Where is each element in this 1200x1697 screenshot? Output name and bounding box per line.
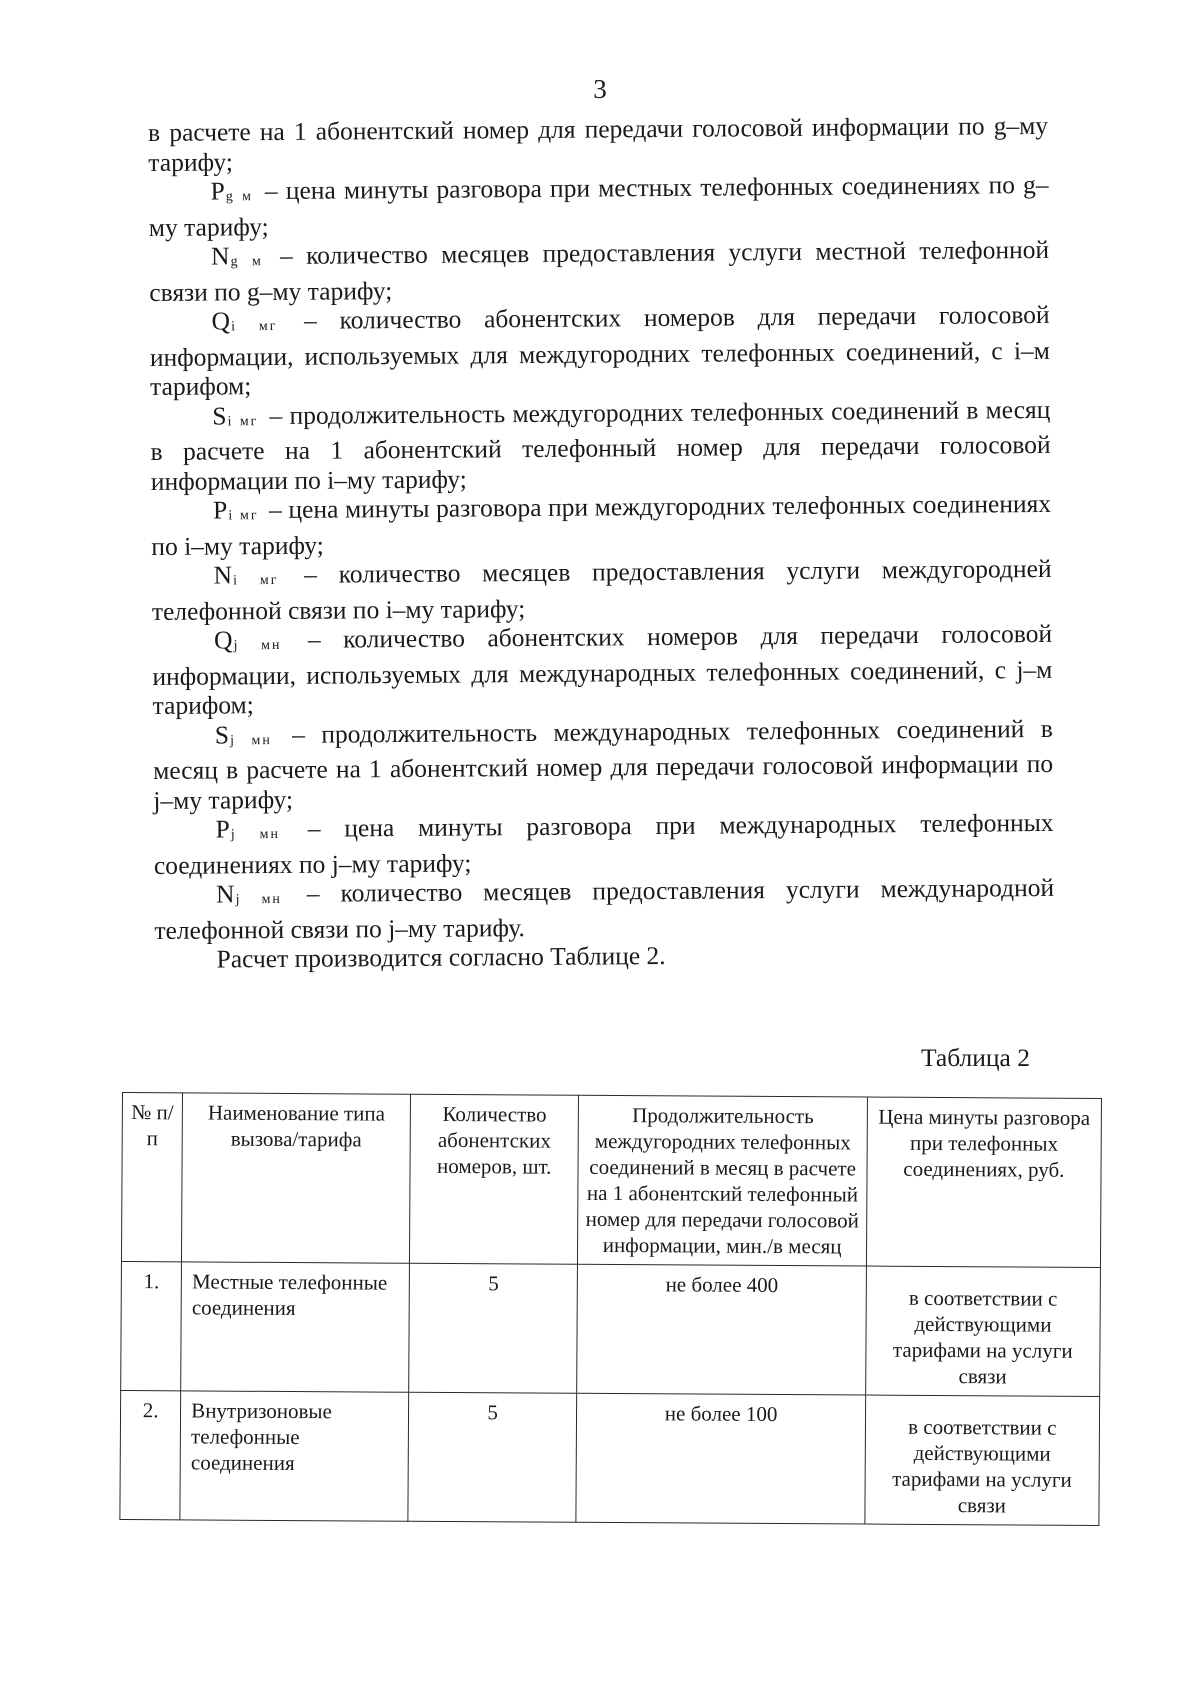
definition-text: – количество месяцев предоставления услуги международной телефонной связи по j–му тарифу. (154, 872, 1055, 945)
table-row (121, 1261, 1101, 1396)
header-call-type: Наименование типа вызова/тарифа (182, 1093, 411, 1263)
definition-text: – продолжительность междугородних телефонных соединений в месяц в расчете на 1 абонентский телефонный номер для передачи голосовой информации по i–му тарифу; (150, 394, 1051, 496)
definition-paragraph (152, 619, 1053, 721)
cell-number: 1. (121, 1261, 182, 1390)
table-row (120, 1390, 1100, 1525)
variable-symbol: P (212, 495, 229, 525)
definition-text: – цена минуты разговора при местных телефонных соединениях по g–му тарифу; (148, 169, 1049, 242)
variable-subscript: i мг (227, 413, 259, 429)
paragraph-text: Расчет производится согласно Таблице 2. (216, 940, 666, 974)
header-number: № п/п (121, 1093, 182, 1262)
variable-subscript: g м (230, 254, 263, 270)
cell-price: в соответствии с действующими тарифами на услуги связи (865, 1266, 1100, 1396)
header-duration: Продолжительность междугородних телефонных соединений в месяц в расчете на 1 абонентский телефонный номер для передачи голосовой информации, мин./в месяц (578, 1095, 867, 1266)
definition-paragraph (154, 873, 1054, 945)
variable-symbol: S (214, 719, 231, 749)
definition-paragraph (153, 713, 1054, 815)
cell-subscriber-count: 5 (409, 1263, 578, 1393)
paragraph-text: в расчете на 1 абонентский номер для передачи голосовой информации по g–му тарифу; (148, 110, 1049, 177)
definition-text: – цена минуты разговора при междугородних телефонных соединениях по i–му тарифу; (151, 488, 1052, 561)
variable-subscript: i мг (231, 318, 278, 335)
variable-symbol: N (215, 879, 236, 909)
variable-subscript: g м (225, 189, 253, 205)
definition-paragraph (148, 170, 1048, 242)
variable-subscript: i мг (228, 508, 259, 524)
definition-paragraph (151, 554, 1051, 626)
variable-symbol: Q (211, 306, 232, 336)
cell-call-type: Местные телефонные соединения (181, 1262, 410, 1392)
definition-paragraph (153, 808, 1053, 880)
definition-text: – количество месяцев предоставления услуги местной телефонной связи по g–му тарифу; (149, 234, 1050, 307)
header-subscriber-count: Количество абонентских номеров, шт. (409, 1094, 579, 1264)
cell-price: в соответствии с действующими тарифами на услуги связи (865, 1395, 1100, 1525)
variable-subscript: j мн (233, 637, 282, 654)
header-price: Цена минуты разговора при телефонных соединениях, руб. (866, 1097, 1101, 1267)
definition-paragraph (149, 300, 1050, 402)
tariff-table (119, 1092, 1102, 1526)
variable-symbol: P (215, 814, 231, 844)
variable-symbol: S (212, 400, 228, 431)
paragraph (148, 111, 1048, 177)
page-number: 3 (593, 74, 607, 104)
variable-symbol: N (210, 241, 231, 271)
tariff-table-wrapper (119, 1092, 1102, 1526)
definition-text: – продолжительность международных телефонных соединений в месяц в расчете на 1 абонентский номер для передачи голосовой информации по j–му тарифу; (153, 713, 1054, 815)
definition-text: – количество абонентских номеров для передачи голосовой информации, используемых для международных телефонных соединений, с j–м тарифом; (152, 618, 1053, 720)
body-text (148, 111, 1055, 975)
cell-call-type: Внутризоновые телефонные соединения (180, 1391, 409, 1521)
variable-subscript: j мн (230, 826, 281, 843)
definition-text: – количество абонентских номеров для передачи голосовой информации, используемых для междугородних телефонных соединений, с i–м тарифом; (149, 299, 1050, 401)
cell-number: 2. (120, 1390, 181, 1519)
variable-symbol: Q (213, 625, 234, 655)
variable-subscript: i мг (233, 572, 279, 589)
definition-paragraph (151, 489, 1051, 561)
variable-subscript: j мн (235, 891, 282, 908)
table-header-row (121, 1093, 1101, 1268)
definition-paragraph (150, 394, 1051, 496)
closing-paragraph (154, 938, 1054, 975)
cell-subscriber-count: 5 (408, 1392, 577, 1522)
variable-symbol: N (213, 560, 234, 590)
definition-text: – количество месяцев предоставления услуги междугородней телефонной связи по i–му тарифу; (151, 553, 1052, 626)
table-caption: Таблица 2 (920, 1043, 1030, 1072)
variable-symbol: P (210, 176, 226, 206)
definition-paragraph (149, 235, 1049, 307)
definition-text: – цена минуты разговора при международных телефонных соединениях по j–му тарифу; (153, 807, 1054, 880)
cell-duration: не более 400 (577, 1264, 866, 1395)
variable-subscript: j мн (230, 732, 272, 748)
cell-duration: не более 100 (576, 1393, 865, 1524)
